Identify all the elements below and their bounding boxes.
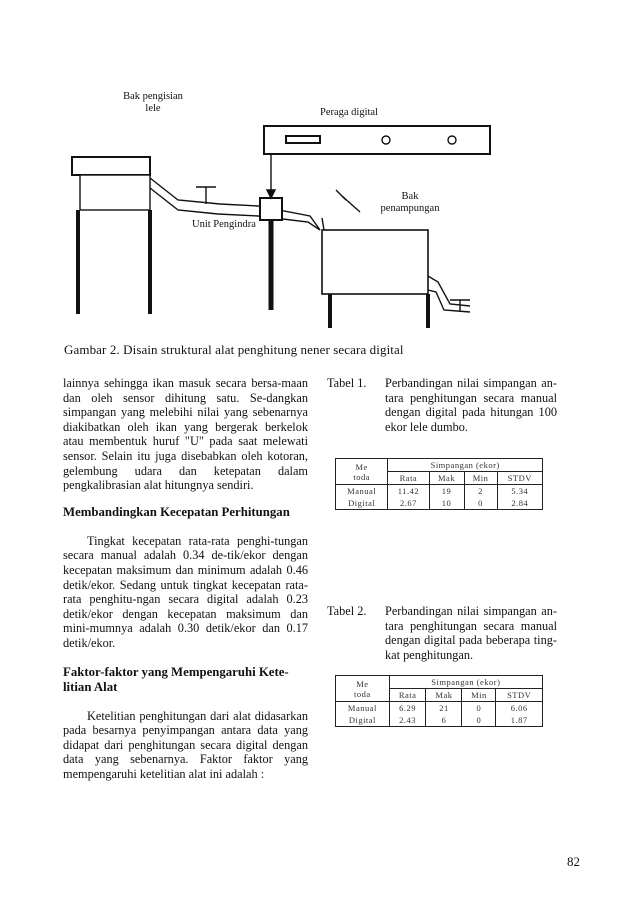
figure-diagram (40, 80, 600, 340)
table1 (335, 458, 543, 510)
left-column (63, 376, 308, 781)
cell: 2.67 (388, 497, 429, 510)
cell: 19 (429, 485, 464, 498)
table2-corner-line2: toda (354, 688, 371, 699)
cell: 10 (429, 497, 464, 510)
table-row (336, 714, 543, 727)
table1-caption (327, 376, 557, 434)
row-label: Digital (336, 714, 390, 727)
table2-caption (327, 604, 557, 662)
cell: 2.84 (497, 497, 542, 510)
cell: 0 (462, 714, 496, 727)
heading-faktor: Faktor-faktor yang Mempengaruhi Kete-litian Alat (63, 664, 289, 694)
label-bak-pengisian-line2: lele (145, 103, 161, 114)
table2-corner (336, 676, 390, 702)
table2-col-mak: Mak (426, 689, 462, 702)
table2-col-stdv: STDV (496, 689, 543, 702)
row-label: Manual (336, 702, 390, 715)
table-row (336, 485, 543, 498)
table2-group-header: Simpangan (ekor) (389, 676, 542, 689)
cell: 21 (426, 702, 462, 715)
cell: 6.29 (389, 702, 426, 715)
cell: 6 (426, 714, 462, 727)
label-bak-pengisian-line1: Bak pengisian (123, 91, 183, 102)
table2-col-min: Min (462, 689, 496, 702)
label-unit-pengindra: Unit Pengindra (192, 219, 256, 230)
cell: 2 (464, 485, 497, 498)
table1-corner-line1: Me (355, 461, 368, 472)
paragraph-2: Tingkat kecepatan rata-rata penghi-tungan secara manual adalah 0.34 de-tik/ekor dengan kecepatan maksimum dan minimum adalah 0.46 detik/ekor. Sedang untuk tingkat kecepatan rata-rata penghitu-ngan secara digital adalah 0.23 detik/ekor dengan kecepatan maksimum dan mini-mumnya adalah 0.30 detik/ekor dan 0.17 detik/ekor. (63, 533, 308, 650)
cell: 1.87 (496, 714, 543, 727)
label-bak-penampungan-line1: Bak (401, 191, 419, 202)
cell: 11.42 (388, 485, 429, 498)
label-peraga-digital: Peraga digital (319, 107, 379, 118)
label-bak-pengisian (108, 91, 198, 115)
row-label: Digital (336, 497, 388, 510)
table2-label: Tabel 2. (327, 604, 367, 618)
table-row (336, 702, 543, 715)
table1-group-header: Simpangan (ekor) (388, 459, 543, 472)
table1-col-mak: Mak (429, 472, 464, 485)
feeding-tank-rim (72, 157, 150, 175)
table1-label: Tabel 1. (327, 376, 367, 390)
table1-corner (336, 459, 388, 485)
table2-corner-line1: Me (356, 678, 369, 689)
row-label: Manual (336, 485, 388, 498)
label-bak-penampungan-line2: penampungan (380, 203, 440, 214)
structural-diagram (40, 80, 600, 340)
table1-col-min: Min (464, 472, 497, 485)
table1-col-stdv: STDV (497, 472, 542, 485)
table1-col-rata: Rata (388, 472, 429, 485)
sensor-unit (260, 198, 282, 220)
figure-caption: Gambar 2. Disain struktural alat penghitung nener secara digital (64, 342, 404, 357)
page-number: 82 (567, 854, 580, 869)
paragraph-1: lainnya sehingga ikan masuk secara bersa-maan dan oleh sensor dihitung satu. Se-dangkan simpangan yang melebihi nilai yang sebenarnya diakibatkan oleh ikan yang bergerak berkelok atau membentuk huruf "U" pada saat melewati sensor. Selain itu juga disebabkan oleh kotoran, gelembung udara dan ketepatan dalam pengkalibrasian alat hitungnya sendiri. (63, 376, 308, 493)
table1-corner-line2: toda (353, 471, 370, 482)
cell: 2.43 (389, 714, 426, 727)
storage-tank (322, 230, 428, 294)
cell: 6.06 (496, 702, 543, 715)
cell: 5.34 (497, 485, 542, 498)
cell: 0 (464, 497, 497, 510)
heading-membandingkan: Membandingkan Kecepatan Perhitungan (63, 504, 290, 519)
table2-caption-text: Perbandingan nilai simpangan an-tara penghitungan secara manual dengan digital pada beberapa ting-kat penghitungan. (385, 604, 557, 662)
paragraph-3: Ketelitian penghitungan dari alat didasarkan pada besarnya penyimpangan antara data yang didapat dari penghitungan secara digital dengan data yang sebenarnya. Faktor faktor yang mempengaruhi ketelitian alat ini adalah : (63, 708, 308, 781)
feeding-tank-body (80, 175, 150, 210)
table-row (336, 497, 543, 510)
table1-caption-text: Perbandingan nilai simpangan an-tara penghitungan secara manual dengan digital pada hitungan 100 ekor lele dumbo. (385, 376, 557, 434)
label-bak-penampungan (370, 191, 450, 215)
cell: 0 (462, 702, 496, 715)
table2-col-rata: Rata (389, 689, 426, 702)
table2 (335, 675, 543, 727)
